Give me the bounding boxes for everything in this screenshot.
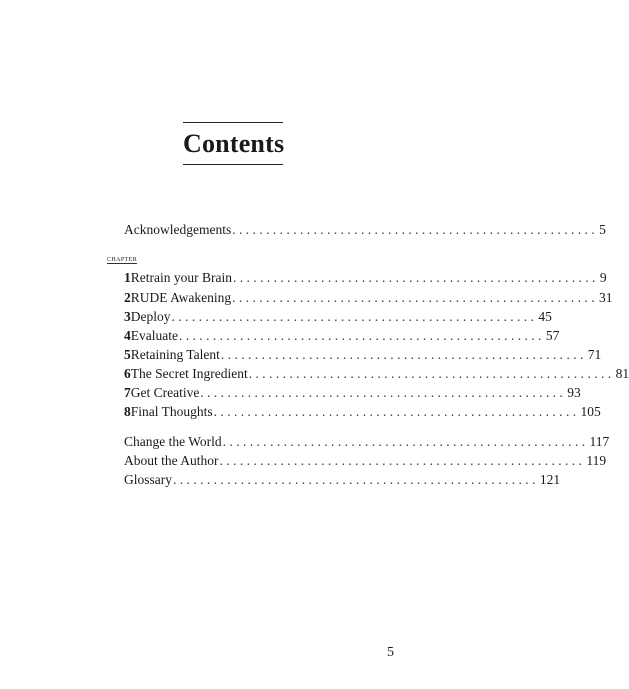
toc-entry-label: Glossary xyxy=(124,472,172,487)
dot-leader: ...................................................... xyxy=(171,309,538,324)
toc-entry-label: Change the World xyxy=(124,434,222,449)
contents-title-block xyxy=(183,122,283,165)
toc-entry-page: 9 xyxy=(599,270,607,285)
toc-entry-page: 117 xyxy=(589,434,610,449)
toc-entry-page: 31 xyxy=(598,290,613,305)
dot-leader: ...................................................... xyxy=(232,270,599,285)
toc-entry-acknowledgements[interactable] xyxy=(124,220,606,240)
toc-entry-label: Evaluate xyxy=(130,328,178,343)
toc-entry-page: 57 xyxy=(545,328,560,343)
toc-entry-page: 93 xyxy=(567,385,581,400)
toc-chapter-8[interactable] xyxy=(124,402,601,422)
chapter-number: 8 xyxy=(124,404,131,419)
chapter-number: 3 xyxy=(124,309,131,324)
chapter-number: 4 xyxy=(124,328,131,343)
toc-entry-label: Retaining Talent xyxy=(130,347,220,362)
toc-entry-label: Get Creative xyxy=(130,385,200,400)
toc-chapter-6[interactable] xyxy=(124,364,629,384)
toc-entry-page: 5 xyxy=(599,222,606,237)
title-top-rule xyxy=(183,122,283,123)
chapter-column-heading: chapter xyxy=(107,254,138,263)
dot-leader: ...................................................... xyxy=(248,366,615,381)
dot-leader: ...................................................... xyxy=(213,404,580,419)
dot-leader: ...................................................... xyxy=(173,472,539,487)
toc-entry-label: Final Thoughts xyxy=(130,404,213,419)
toc-entry-change-the-world[interactable] xyxy=(124,432,610,452)
toc-chapter-5[interactable] xyxy=(124,345,602,365)
title-bottom-rule xyxy=(183,164,283,165)
toc-entry-page: 105 xyxy=(580,404,601,419)
toc-entry-label: Retrain your Brain xyxy=(130,270,232,285)
chapter-number: 7 xyxy=(124,385,131,400)
toc-entry-glossary[interactable] xyxy=(124,470,561,490)
dot-leader: ...................................................... xyxy=(219,453,586,468)
page-title: Contents xyxy=(183,129,285,158)
toc-entry-label: RUDE Awakening xyxy=(130,290,232,305)
toc-entry-page: 119 xyxy=(586,453,607,468)
toc-entry-page: 45 xyxy=(538,309,552,324)
dot-leader: ...................................................... xyxy=(232,222,599,237)
toc-chapter-2[interactable] xyxy=(124,288,613,308)
toc-entry-page: 81 xyxy=(615,366,629,381)
toc-entry-label: Deploy xyxy=(130,309,171,324)
dot-leader: ...................................................... xyxy=(232,290,598,305)
chapter-number: 2 xyxy=(124,290,131,305)
toc-entry-page: 121 xyxy=(539,472,561,487)
toc-entry-label: About the Author xyxy=(124,453,219,468)
dot-leader: ...................................................... xyxy=(178,328,545,343)
toc-chapter-3[interactable] xyxy=(124,307,552,327)
toc-chapter-7[interactable] xyxy=(124,383,581,403)
dot-leader: ...................................................... xyxy=(220,347,587,362)
chapter-number: 1 xyxy=(124,270,131,285)
dot-leader: ...................................................... xyxy=(200,385,567,400)
toc-entry-label: The Secret Ingredient xyxy=(130,366,248,381)
chapter-number: 6 xyxy=(124,366,131,381)
page-number: 5 xyxy=(387,645,394,660)
toc-chapter-1[interactable] xyxy=(124,268,607,288)
dot-leader: ...................................................... xyxy=(222,434,589,449)
toc-entry-page: 71 xyxy=(587,347,602,362)
chapter-number: 5 xyxy=(124,347,131,362)
toc-entry-label: Acknowledgements xyxy=(124,222,232,237)
toc-entry-about-the-author[interactable] xyxy=(124,451,607,471)
toc-chapter-4[interactable] xyxy=(124,326,560,346)
